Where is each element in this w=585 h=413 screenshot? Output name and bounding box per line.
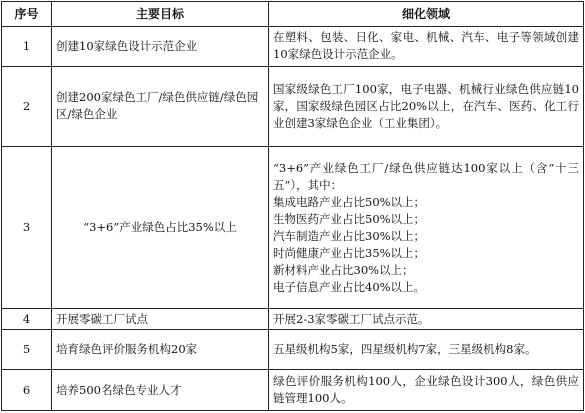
row-detail [269,329,584,370]
table-row [2,146,584,309]
header-num: 序号 [2,2,52,27]
row-goal [52,66,269,146]
detail-line: “3+6”产业绿色工厂/绿色供应链达100家以上（含“十三五”），其中： [273,160,579,192]
row-detail [269,370,584,411]
row-goal [52,309,269,329]
row-detail-text: 在塑料、包装、日化、家电、机械、汽车、电子等领域创建10家绿色设计示范企业。 [273,30,579,62]
row-num: 2 [2,66,52,146]
row-goal-text: 开展零碳工厂试点 [56,311,148,326]
row-num: 5 [2,329,52,370]
table-row [2,370,584,411]
row-detail [269,309,584,329]
detail-line: 电子信息产业占比40%以上。 [273,279,426,294]
row-detail [269,27,584,67]
row-goal [52,370,269,411]
row-goal-text: 培养500名绿色专业人才 [56,382,182,397]
table-row [2,27,584,67]
detail-line: 新材料产业占比30%以上； [273,262,414,277]
row-goal-text: 创建200家绿色工厂/绿色供应链/绿色园区/绿色企业 [56,90,259,122]
row-detail-text: 五星级机构5家，四星级机构7家，三星级机构8家。 [273,342,537,357]
detail-line: 时尚健康产业占比35%以上； [273,245,426,260]
detail-line: 生物医药产业占比50%以上； [273,211,426,226]
row-goal [52,329,269,370]
row-goal [52,146,269,309]
table-row [2,309,584,329]
row-detail [269,146,584,309]
row-goal-text: 创建10家绿色设计示范企业 [56,38,198,53]
table-header-row [2,2,584,27]
row-num: 3 [2,146,52,309]
row-detail [269,66,584,146]
row-num: 1 [2,27,52,67]
detail-line: 集成电路产业占比50%以上； [273,194,426,209]
row-detail-text: 绿色评价服务机构100人，企业绿色设计300人，绿色供应链管理100人。 [273,374,579,406]
goals-table [1,1,584,411]
row-detail-text: 开展2-3家零碳工厂试点示范。 [273,311,430,326]
table-row [2,329,584,370]
row-num: 4 [2,309,52,329]
row-goal-text: “3+6”产业绿色占比35%以上 [83,220,237,235]
detail-line: 汽车制造产业占比30%以上； [273,228,426,243]
header-detail: 细化领域 [269,2,584,27]
row-goal [52,27,269,67]
table-row [2,66,584,146]
header-goal: 主要目标 [52,2,269,27]
row-detail-text: 国家级绿色工厂100家，电子电器、机械行业绿色供应链10家，国家级绿色园区占比20%以上，在汽车、医药、化工行业创建3家绿色企业（工业集团）。 [273,81,579,130]
row-goal-text: 培育绿色评价服务机构20家 [56,342,198,357]
row-num: 6 [2,370,52,411]
